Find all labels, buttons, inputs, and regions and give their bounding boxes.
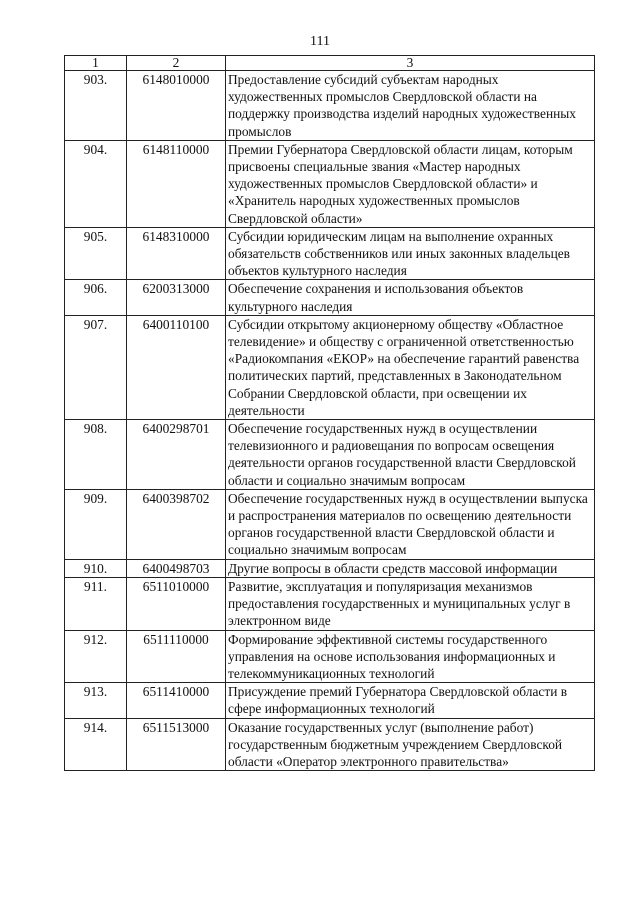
row-number-cell: 914. [65,718,127,771]
row-code-cell: 6511513000 [127,718,226,771]
row-description-cell: Оказание государственных услуг (выполнение работ) государственным бюджетным учреждением Свердловской области «Оператор электронного правительства» [226,718,595,771]
row-description-cell: Субсидии юридическим лицам на выполнение охранных обязательств собственников или иных законных владельцев объектов культурного наследия [226,227,595,280]
row-code-cell: 6400298701 [127,420,226,490]
row-number-cell: 906. [65,280,127,315]
row-description-cell: Развитие, эксплуатация и популяризация механизмов предоставления государственных и муниципальных услуг в электронном виде [226,577,595,630]
row-description-cell: Премии Губернатора Свердловской области лицам, которым присвоены специальные звания «Мастер народных художественных промыслов Свердловской области» и «Хранитель народных художественных промыслов Свердловской области» [226,140,595,227]
budget-code-table [64,55,595,771]
row-code-cell: 6511010000 [127,577,226,630]
row-code-cell: 6400498703 [127,559,226,577]
table-row [65,630,595,683]
row-number-cell: 910. [65,559,127,577]
row-description-cell: Обеспечение государственных нужд в осуществлении выпуска и распространения материалов по освещению деятельности органов государственной власти Свердловской области и социально значимым вопросам [226,489,595,559]
table-row [65,140,595,227]
table-row [65,718,595,771]
row-description-cell: Формирование эффективной системы государственного управления на основе использования информационных и телекоммуникационных технологий [226,630,595,683]
row-number-cell: 912. [65,630,127,683]
table-row [65,420,595,490]
column-header-description: 3 [226,56,595,71]
table-row [65,489,595,559]
row-number-cell: 903. [65,71,127,141]
row-code-cell: 6148010000 [127,71,226,141]
row-code-cell: 6511110000 [127,630,226,683]
row-description-cell: Присуждение премий Губернатора Свердловской области в сфере информационных технологий [226,683,595,718]
row-code-cell: 6400398702 [127,489,226,559]
table-row [65,315,595,419]
row-number-cell: 907. [65,315,127,419]
page-number: 111 [310,34,330,49]
row-code-cell: 6400110100 [127,315,226,419]
row-description-cell: Предоставление субсидий субъектам народных художественных промыслов Свердловской области на поддержку производства изделий народных художественных промыслов [226,71,595,141]
row-code-cell: 6148110000 [127,140,226,227]
row-number-cell: 913. [65,683,127,718]
table-row [65,71,595,141]
column-header-code: 2 [127,56,226,71]
row-code-cell: 6200313000 [127,280,226,315]
row-number-cell: 905. [65,227,127,280]
table-row [65,559,595,577]
row-number-cell: 911. [65,577,127,630]
row-description-cell: Субсидии открытому акционерному обществу «Областное телевидение» и обществу с ограниченной ответственностью «Радиокомпания «ЕКОР» на обеспечение гарантий равенства политических партий, представленных в Законодательном Собрании Свердловской области, при освещении их деятельности [226,315,595,419]
row-description-cell: Другие вопросы в области средств массовой информации [226,559,595,577]
row-description-cell: Обеспечение государственных нужд в осуществлении телевизионного и радиовещания по вопросам освещения деятельности органов государственной власти Свердловской области и социально значимым вопросам [226,420,595,490]
row-description-cell: Обеспечение сохранения и использования объектов культурного наследия [226,280,595,315]
row-number-cell: 908. [65,420,127,490]
table-row [65,227,595,280]
row-number-cell: 909. [65,489,127,559]
table-row [65,683,595,718]
table-row [65,280,595,315]
table-body [65,71,595,771]
table-header-row [65,56,595,71]
row-code-cell: 6511410000 [127,683,226,718]
row-number-cell: 904. [65,140,127,227]
table-row [65,577,595,630]
row-code-cell: 6148310000 [127,227,226,280]
column-header-number: 1 [65,56,127,71]
